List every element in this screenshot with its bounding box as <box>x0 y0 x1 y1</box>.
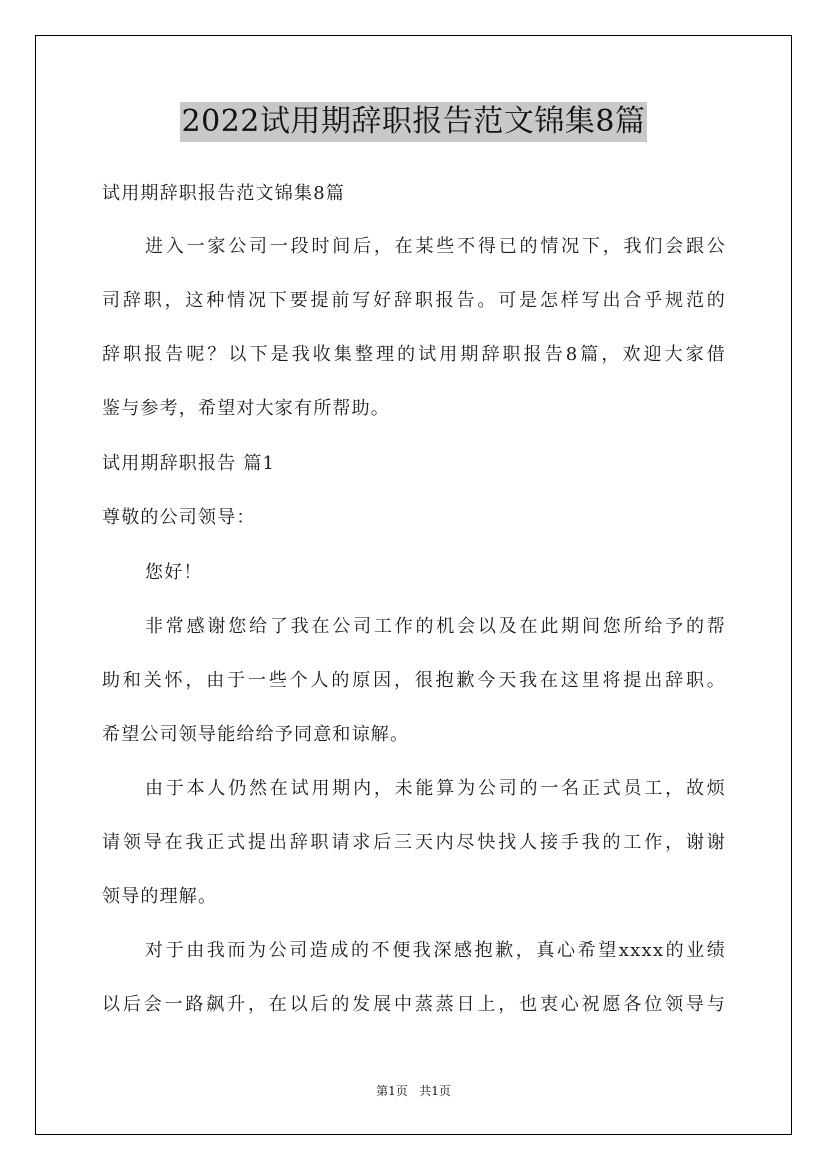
paragraph-line: 请领导在我正式提出辞职请求后三天内尽快找人接手我的工作，谢谢 <box>102 832 726 853</box>
paragraph-line: 希望公司领导能给给予同意和谅解。 <box>102 724 410 745</box>
paragraph-line: 助和关怀，由于一些个人的原因，很抱歉今天我在这里将提出辞职。 <box>102 670 726 691</box>
title-container <box>0 102 827 142</box>
section-heading: 试用期辞职报告 篇1 <box>102 453 276 474</box>
paragraph-line: 由于本人仍然在试用期内，未能算为公司的一名正式员工，故烦 <box>145 778 726 799</box>
document-subtitle: 试用期辞职报告范文锦集8篇 <box>102 183 346 204</box>
page-number: 第1页 <box>376 1084 408 1098</box>
document-title: 2022试用期辞职报告范文锦集8篇 <box>180 102 648 142</box>
intro-line: 辞职报告呢？以下是我收集整理的试用期辞职报告8篇，欢迎大家借 <box>102 344 726 365</box>
intro-line: 进入一家公司一段时间后，在某些不得已的情况下，我们会跟公 <box>145 236 726 257</box>
page-footer <box>0 1082 827 1100</box>
greeting: 您好！ <box>145 562 203 583</box>
paragraph-line: 非常感谢您给了我在公司工作的机会以及在此期间您所给予的帮 <box>145 616 726 637</box>
salutation: 尊敬的公司领导： <box>102 507 256 528</box>
page-total: 共1页 <box>419 1084 451 1098</box>
paragraph-line: 领导的理解。 <box>102 886 218 907</box>
paragraph-line: 以后会一路飙升，在以后的发展中蒸蒸日上，也衷心祝愿各位领导与 <box>102 994 726 1015</box>
paragraph-line: 对于由我而为公司造成的不便我深感抱歉，真心希望xxxx的业绩 <box>145 940 726 961</box>
intro-line: 司辞职，这种情况下要提前写好辞职报告。可是怎样写出合乎规范的 <box>102 290 726 311</box>
intro-line: 鉴与参考，希望对大家有所帮助。 <box>102 398 390 419</box>
